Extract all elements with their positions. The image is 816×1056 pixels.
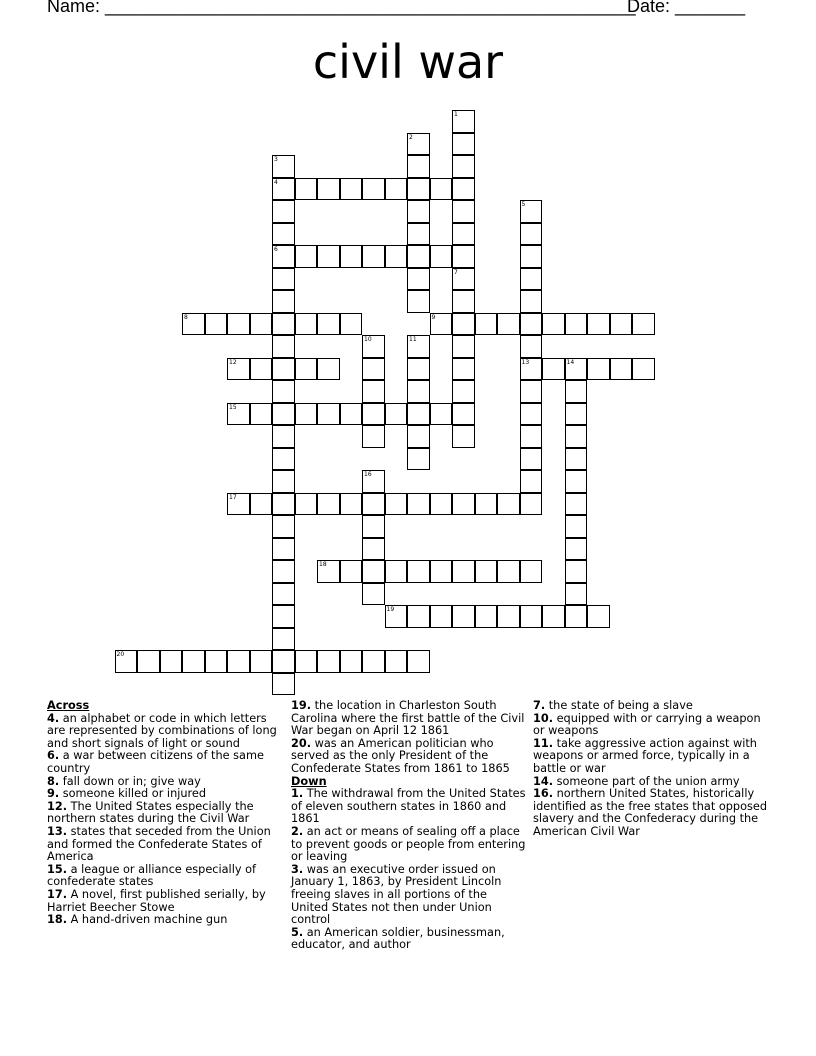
clue-number: 4 <box>274 178 278 186</box>
clue-item <box>533 738 769 776</box>
grid-cell[interactable] <box>520 560 543 583</box>
clue-number-label: 11. <box>533 736 554 750</box>
grid-cell[interactable] <box>385 605 408 628</box>
clue-number-label: 6. <box>47 749 60 763</box>
grid-cell[interactable] <box>362 560 385 583</box>
grid-cell[interactable] <box>452 380 475 403</box>
grid-cell[interactable] <box>452 245 475 268</box>
grid-cell[interactable] <box>407 268 430 291</box>
grid-cell[interactable] <box>272 448 295 471</box>
clue-text: a war between citizens of the same country <box>47 749 264 775</box>
clue-number: 7 <box>454 268 458 276</box>
grid-cell[interactable] <box>272 403 295 426</box>
down-heading: Down <box>291 774 327 788</box>
clue-number: 8 <box>184 313 188 321</box>
grid-cell[interactable] <box>407 335 430 358</box>
grid-cell[interactable] <box>475 493 498 516</box>
clue-text: The United States especially the northern states during the Civil War <box>47 799 254 826</box>
grid-cell[interactable] <box>250 313 273 336</box>
clue-item <box>47 889 287 914</box>
grid-cell[interactable] <box>272 155 295 178</box>
clue-number: 11 <box>409 336 417 343</box>
clue-number-label: 17. <box>47 887 68 901</box>
grid-cell[interactable] <box>452 605 475 628</box>
clue-number-label: 4. <box>47 711 60 725</box>
grid-cell[interactable] <box>272 605 295 628</box>
grid-cell[interactable] <box>610 358 633 381</box>
grid-cell[interactable] <box>430 605 453 628</box>
grid-cell[interactable] <box>452 290 475 313</box>
across-heading: Across <box>47 699 90 712</box>
clue-text: the location in Charleston South Carolina where the first battle of the Civil War began on April 12 1861 <box>291 699 525 738</box>
grid-cell[interactable] <box>272 560 295 583</box>
grid-cell[interactable] <box>452 425 475 448</box>
grid-cell[interactable] <box>272 223 295 246</box>
clue-number-label: 12. <box>47 799 68 813</box>
grid-cell[interactable] <box>565 403 588 426</box>
grid-cell[interactable] <box>115 650 138 673</box>
grid-cell[interactable] <box>272 313 295 336</box>
grid-cell[interactable] <box>452 110 475 133</box>
grid-cell[interactable] <box>407 380 430 403</box>
grid-cell[interactable] <box>565 538 588 561</box>
grid-cell[interactable] <box>227 493 250 516</box>
clue-item <box>291 826 527 864</box>
clue-number: 14 <box>566 358 575 366</box>
grid-cell[interactable] <box>340 560 363 583</box>
clue-text: states that seceded from the Union and formed the Confederate States of America <box>47 824 271 864</box>
grid-cell[interactable] <box>272 245 295 268</box>
grid-cell[interactable] <box>295 313 318 336</box>
grid-cell[interactable] <box>520 605 543 628</box>
clue-number: 9 <box>431 313 436 321</box>
grid-cell[interactable] <box>520 380 543 403</box>
grid-cell[interactable] <box>430 178 453 201</box>
grid-cell[interactable] <box>407 605 430 628</box>
grid-cell[interactable] <box>452 178 475 201</box>
grid-cell[interactable] <box>362 425 385 448</box>
grid-cell[interactable] <box>497 493 520 516</box>
grid-cell[interactable] <box>542 605 565 628</box>
clue-text: A novel, first published serially, by Harriet Beecher Stowe <box>47 887 266 914</box>
grid-cell[interactable] <box>610 313 633 336</box>
grid-cell[interactable] <box>272 200 295 223</box>
clue-column-1 <box>47 700 287 927</box>
grid-cell[interactable] <box>227 313 250 336</box>
grid-cell[interactable] <box>362 538 385 561</box>
clue-text: equipped with or carrying a weapon or weapons <box>533 711 761 738</box>
grid-cell[interactable] <box>250 650 273 673</box>
clue-number: 20 <box>116 651 125 658</box>
grid-cell[interactable] <box>520 223 543 246</box>
grid-cell[interactable] <box>520 403 543 426</box>
clue-text: someone killed or injured <box>59 787 207 801</box>
grid-cell[interactable] <box>227 650 250 673</box>
grid-cell[interactable] <box>520 425 543 448</box>
grid-cell[interactable] <box>250 403 273 426</box>
grid-cell[interactable] <box>362 358 385 381</box>
grid-cell[interactable] <box>452 313 475 336</box>
grid-cell[interactable] <box>452 200 475 223</box>
clue-number-label: 20. <box>291 736 312 750</box>
grid-cell[interactable] <box>317 493 340 516</box>
grid-cell[interactable] <box>362 470 385 493</box>
grid-cell[interactable] <box>250 358 273 381</box>
grid-cell[interactable] <box>272 583 295 606</box>
clue-column-2 <box>291 700 527 952</box>
grid-cell[interactable] <box>407 358 430 381</box>
grid-cell[interactable] <box>317 245 340 268</box>
clue-item <box>291 788 527 826</box>
grid-cell[interactable] <box>385 403 408 426</box>
grid-cell[interactable] <box>295 358 318 381</box>
clue-item <box>291 927 527 952</box>
grid-cell[interactable] <box>407 223 430 246</box>
grid-cell[interactable] <box>182 650 205 673</box>
grid-cell[interactable] <box>272 335 295 358</box>
clue-number: 13 <box>521 358 530 366</box>
clue-number-label: 9. <box>47 787 60 801</box>
grid-cell[interactable] <box>407 425 430 448</box>
grid-cell[interactable] <box>520 290 543 313</box>
grid-cell[interactable] <box>272 493 295 516</box>
clue-text: was an American politician who served as the only President of the Confederate States from 1861 to 1865 <box>291 736 510 775</box>
grid-cell[interactable] <box>272 178 295 201</box>
grid-cell[interactable] <box>430 493 453 516</box>
grid-cell[interactable] <box>340 245 363 268</box>
clue-text: fall down or in; give way <box>59 774 201 788</box>
grid-cell[interactable] <box>295 178 318 201</box>
grid-cell[interactable] <box>317 403 340 426</box>
clue-text: the state of being a slave <box>545 699 693 712</box>
grid-cell[interactable] <box>385 178 408 201</box>
grid-cell[interactable] <box>160 650 183 673</box>
grid-cell[interactable] <box>520 245 543 268</box>
grid-cell[interactable] <box>227 358 250 381</box>
clue-number: 15 <box>229 403 237 411</box>
grid-cell[interactable] <box>272 673 295 696</box>
grid-cell[interactable] <box>430 560 453 583</box>
clue-text: a league or alliance especially of confederate states <box>47 862 256 889</box>
grid-cell[interactable] <box>407 493 430 516</box>
clue-text: northern United States, historically identified as the free states that opposed slavery and the Confederacy during the American Civil War <box>533 787 768 838</box>
clue-text: was an executive order issued on January 1, 1863, by President Lincoln freeing slaves in all portions of the United States not then under Union control <box>291 862 502 927</box>
grid-cell[interactable] <box>407 200 430 223</box>
grid-cell[interactable] <box>452 133 475 156</box>
grid-cell[interactable] <box>565 560 588 583</box>
clue-item <box>47 801 287 826</box>
grid-cell[interactable] <box>362 178 385 201</box>
clue-text: an American soldier, businessman, educator, and author <box>291 925 505 952</box>
grid-cell[interactable] <box>520 493 543 516</box>
clue-text: an alphabet or code in which letters are represented by combinations of long and short signals of light or sound <box>47 711 277 750</box>
clue-item <box>533 713 769 738</box>
clue-number-label: 2. <box>291 824 304 838</box>
grid-cell[interactable] <box>317 358 340 381</box>
clue-number-label: 7. <box>533 699 546 712</box>
grid-cell[interactable] <box>407 290 430 313</box>
grid-cell[interactable] <box>565 358 588 381</box>
date-field-line: Date: _______ <box>627 0 746 16</box>
name-field-line: Name: _____________________________________________________ <box>47 0 636 16</box>
grid-cell[interactable] <box>430 403 453 426</box>
grid-cell[interactable] <box>385 493 408 516</box>
grid-cell[interactable] <box>452 335 475 358</box>
clue-number: 16 <box>364 471 372 478</box>
grid-cell[interactable] <box>340 403 363 426</box>
clue-text: take aggressive action against with weapons or armed force, typically in a battle or war <box>533 736 757 775</box>
grid-cell[interactable] <box>407 403 430 426</box>
grid-cell[interactable] <box>272 538 295 561</box>
grid-cell[interactable] <box>565 583 588 606</box>
grid-cell[interactable] <box>565 448 588 471</box>
clue-number-label: 16. <box>533 787 554 801</box>
grid-cell[interactable] <box>362 583 385 606</box>
grid-cell[interactable] <box>340 493 363 516</box>
clue-number: 1 <box>454 111 458 118</box>
clue-number-label: 1. <box>291 787 304 801</box>
grid-cell[interactable] <box>452 493 475 516</box>
grid-cell[interactable] <box>565 470 588 493</box>
clue-item <box>291 700 527 738</box>
grid-cell[interactable] <box>565 313 588 336</box>
grid-cell[interactable] <box>317 178 340 201</box>
clue-text: an act or means of sealing off a place to prevent goods or people from entering or leaving <box>291 824 526 864</box>
clue-number-label: 19. <box>291 699 312 712</box>
grid-cell[interactable] <box>475 313 498 336</box>
grid-cell[interactable] <box>272 290 295 313</box>
grid-cell[interactable] <box>542 313 565 336</box>
grid-cell[interactable] <box>520 358 543 381</box>
grid-cell[interactable] <box>452 358 475 381</box>
grid-cell[interactable] <box>340 650 363 673</box>
grid-cell[interactable] <box>452 223 475 246</box>
clue-text: someone part of the union army <box>553 774 740 788</box>
grid-cell[interactable] <box>295 245 318 268</box>
grid-cell[interactable] <box>272 268 295 291</box>
grid-cell[interactable] <box>520 470 543 493</box>
clue-column-3 <box>533 700 769 839</box>
clue-number: 18 <box>319 561 327 568</box>
grid-cell[interactable] <box>587 605 610 628</box>
clue-item <box>533 788 769 838</box>
grid-cell[interactable] <box>362 493 385 516</box>
clue-number: 17 <box>229 493 237 501</box>
grid-cell[interactable] <box>430 313 453 336</box>
grid-cell[interactable] <box>385 560 408 583</box>
grid-cell[interactable] <box>385 650 408 673</box>
clue-number: 5 <box>521 201 526 208</box>
grid-cell[interactable] <box>272 380 295 403</box>
grid-cell[interactable] <box>272 628 295 651</box>
grid-cell[interactable] <box>520 268 543 291</box>
grid-cell[interactable] <box>362 335 385 358</box>
grid-cell[interactable] <box>407 178 430 201</box>
clue-item <box>47 713 287 751</box>
clue-number-label: 10. <box>533 711 554 725</box>
grid-cell[interactable] <box>317 560 340 583</box>
grid-cell[interactable] <box>295 493 318 516</box>
clue-number: 2 <box>409 133 413 141</box>
grid-cell[interactable] <box>452 403 475 426</box>
grid-cell[interactable] <box>182 313 205 336</box>
grid-cell[interactable] <box>475 605 498 628</box>
grid-cell[interactable] <box>317 313 340 336</box>
grid-cell[interactable] <box>430 245 453 268</box>
grid-cell[interactable] <box>295 403 318 426</box>
grid-cell[interactable] <box>272 358 295 381</box>
grid-cell[interactable] <box>407 245 430 268</box>
clue-number-label: 18. <box>47 913 68 927</box>
clue-number: 3 <box>274 156 278 163</box>
grid-cell[interactable] <box>587 358 610 381</box>
clue-number-label: 15. <box>47 862 68 876</box>
clue-number-label: 8. <box>47 774 60 788</box>
grid-cell[interactable] <box>497 605 520 628</box>
clue-item <box>47 914 287 927</box>
grid-cell[interactable] <box>475 560 498 583</box>
grid-cell[interactable] <box>272 650 295 673</box>
grid-cell[interactable] <box>340 178 363 201</box>
grid-cell[interactable] <box>250 493 273 516</box>
clue-item <box>291 864 527 927</box>
grid-cell[interactable] <box>407 133 430 156</box>
grid-cell[interactable] <box>362 245 385 268</box>
clue-item <box>47 864 287 889</box>
grid-cell[interactable] <box>362 515 385 538</box>
grid-cell[interactable] <box>520 448 543 471</box>
grid-cell[interactable] <box>565 515 588 538</box>
grid-cell[interactable] <box>632 313 655 336</box>
grid-cell[interactable] <box>497 313 520 336</box>
clue-number: 12 <box>229 358 237 366</box>
grid-cell[interactable] <box>272 425 295 448</box>
clue-number-label: 14. <box>533 774 554 788</box>
grid-cell[interactable] <box>587 313 610 336</box>
grid-cell[interactable] <box>407 560 430 583</box>
grid-cell[interactable] <box>497 560 520 583</box>
clue-number: 19 <box>386 606 395 613</box>
grid-cell[interactable] <box>542 358 565 381</box>
grid-cell[interactable] <box>385 245 408 268</box>
grid-cell[interactable] <box>452 560 475 583</box>
grid-cell[interactable] <box>317 650 340 673</box>
clue-number-label: 13. <box>47 824 68 838</box>
grid-cell[interactable] <box>362 403 385 426</box>
clue-number-label: 3. <box>291 862 304 876</box>
grid-cell[interactable] <box>272 515 295 538</box>
grid-cell[interactable] <box>407 155 430 178</box>
clue-number-label: 5. <box>291 925 304 939</box>
clue-item <box>47 750 287 775</box>
grid-cell[interactable] <box>565 493 588 516</box>
clue-number: 10 <box>364 336 372 343</box>
grid-cell[interactable] <box>520 313 543 336</box>
puzzle-title: civil war <box>312 35 504 89</box>
grid-cell[interactable] <box>137 650 160 673</box>
clue-item <box>291 738 527 776</box>
clue-number: 6 <box>274 246 278 253</box>
grid-cell[interactable] <box>362 650 385 673</box>
grid-cell[interactable] <box>632 358 655 381</box>
grid-cell[interactable] <box>452 268 475 291</box>
grid-cell[interactable] <box>295 650 318 673</box>
clue-text: The withdrawal from the United States of eleven southern states in 1860 and 1861 <box>291 787 526 826</box>
grid-cell[interactable] <box>340 313 363 336</box>
grid-cell[interactable] <box>520 200 543 223</box>
grid-cell[interactable] <box>205 650 228 673</box>
grid-cell[interactable] <box>227 403 250 426</box>
grid-cell[interactable] <box>205 313 228 336</box>
grid-cell[interactable] <box>565 425 588 448</box>
grid-cell[interactable] <box>272 470 295 493</box>
clue-item <box>47 826 287 864</box>
grid-cell[interactable] <box>565 605 588 628</box>
grid-cell[interactable] <box>565 380 588 403</box>
clue-text: A hand-driven machine gun <box>67 913 228 927</box>
grid-cell[interactable] <box>362 380 385 403</box>
grid-cell[interactable] <box>407 650 430 673</box>
grid-cell[interactable] <box>407 448 430 471</box>
grid-cell[interactable] <box>520 335 543 358</box>
grid-cell[interactable] <box>452 155 475 178</box>
